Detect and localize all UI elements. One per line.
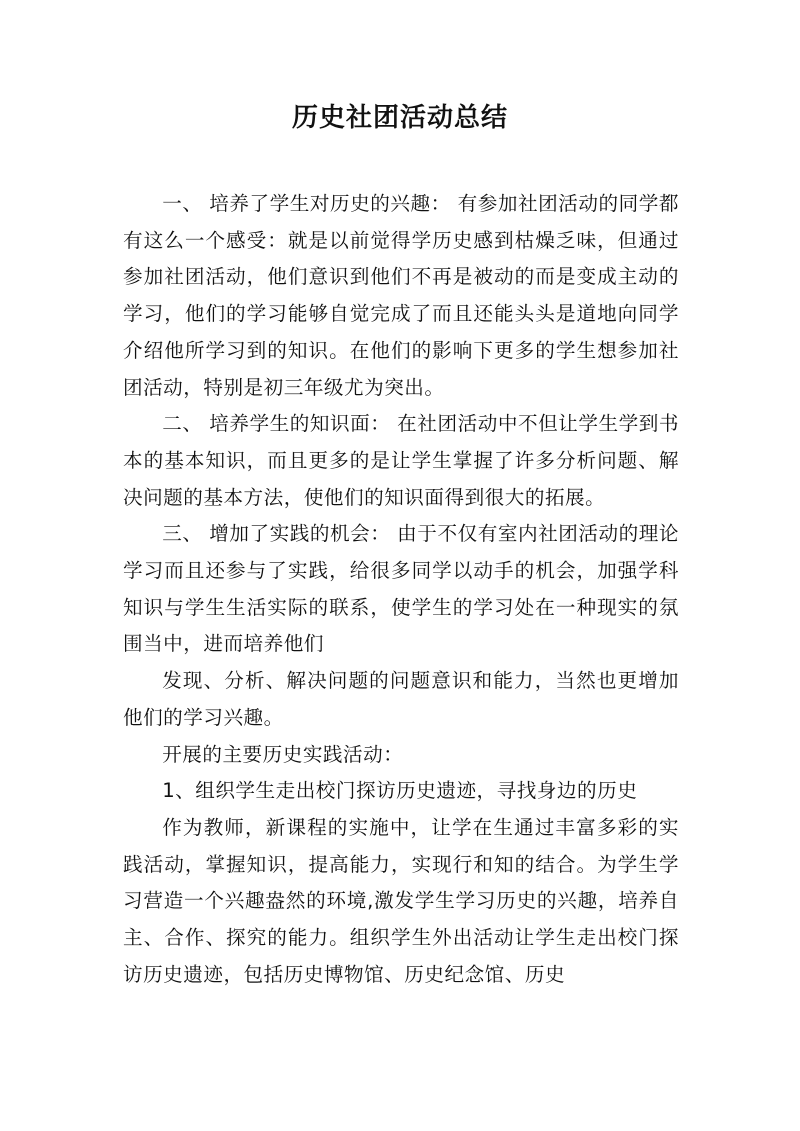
paragraph-knowledge: 二、 培养学生的知识面： 在社团活动中不但让学生学到书本的基本知识，而且更多的是让学生掌握了许多分析问题、解决问题的基本方法，使他们的知识面得到很大的拓展。 xyxy=(123,412,679,509)
paragraph-teacher-role: 作为教师，新课程的实施中，让学在生通过丰富多彩的实践活动，掌握知识，提高能力，实现行和知的结合。为学生学习营造一个兴趣盎然的环境,激发学生学习历史的兴趣，培养自主、合作、探究的能力。组织学生外出活动让学生走出校门探访历史遗迹，包括历史博物馆、历史纪念馆、历史 xyxy=(123,815,679,986)
document-title: 历史社团活动总结 xyxy=(291,103,508,133)
paragraph-practice: 三、 增加了实践的机会： 由于不仅有室内社团活动的理论学习而且还参与了实践，给很多同学以动手的机会，加强学科知识与学生生活实际的联系，使学生的学习处在一种现实的氛围当中，进而培养他们 xyxy=(123,522,679,656)
paragraph-practice-continued: 发现、分析、解决问题的问题意识和能力，当然也更增加他们的学习兴趣。 xyxy=(123,669,679,729)
paragraph-activities-heading: 开展的主要历史实践活动： xyxy=(162,742,404,766)
paragraph-activity-1: 1、组织学生走出校门探访历史遗迹，寻找身边的历史 xyxy=(162,779,638,803)
document-body xyxy=(123,186,679,993)
paragraph-interest: 一、 培养了学生对历史的兴趣： 有参加社团活动的同学都有这么一个感受：就是以前觉得学历史感到枯燥乏味，但通过参加社团活动，他们意识到他们不再是被动的而是变成主动的学习，他们的学习能够自觉完成了而且还能头头是道地向同学介绍他所学习到的知识。在他们的影响下更多的学生想参加社团活动，特别是初三年级尤为突出。 xyxy=(123,192,679,399)
